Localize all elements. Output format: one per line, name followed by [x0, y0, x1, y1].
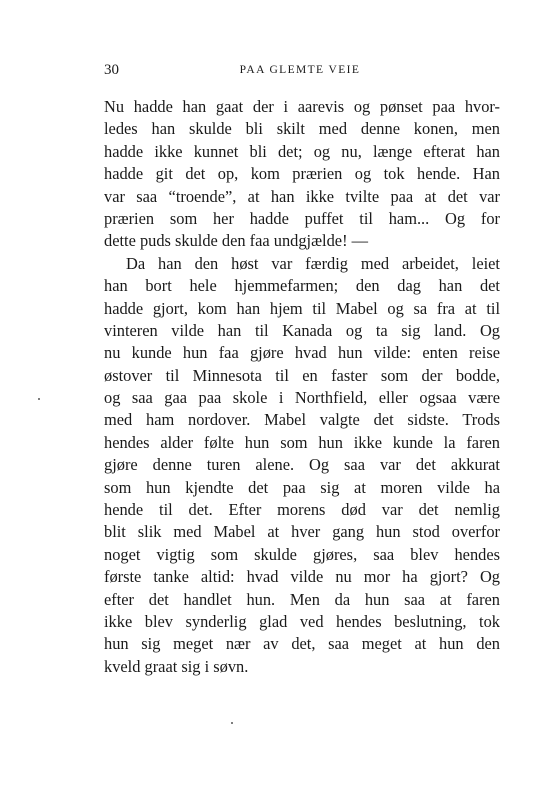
page-number: 30 — [104, 62, 119, 78]
text-line: hendes alder følte hun som hun ikke kunde la faren — [104, 432, 500, 452]
text-line: blit slik med Mabel at hver gang hun stod overfor — [104, 522, 500, 542]
ink-speck — [38, 398, 40, 400]
text-line: hadde gjort, kom han hjem til Mabel og sa fra at til — [104, 298, 500, 318]
text-line: noget vigtig som skulde gjøres, saa blev hendes — [104, 544, 500, 564]
page-header — [104, 62, 496, 82]
text-line: med ham nordover. Mabel valgte det sidste. Trods — [104, 410, 500, 430]
text-line: efter det handlet hun. Men da hun saa at faren — [104, 589, 500, 609]
text-line: kveld graat sig i søvn. — [104, 656, 249, 676]
text-line: prærien som her hadde puffet til ham... Og for — [104, 208, 500, 228]
text-line: nu kunde hun faa gjøre hvad hun vilde: enten reise — [104, 343, 500, 363]
text-line: gjøre denne turen alene. Og saa var det akkurat — [104, 455, 500, 475]
text-line: vinteren vilde han til Kanada og ta sig land. Og — [104, 320, 500, 340]
text-line: ledes han skulde bli skilt med denne konen, men — [104, 119, 500, 139]
text-line: dette puds skulde den faa undgjælde! — — [104, 231, 369, 251]
text-line: som hun kjendte det paa sig at moren vilde ha — [104, 477, 500, 497]
ink-speck — [231, 722, 233, 724]
text-line: hadde ikke kunnet bli det; og nu, længe efterat han — [104, 141, 500, 161]
text-line: hende til det. Efter morens død var det nemlig — [104, 500, 500, 520]
text-line: og saa gaa paa skole i Northfield, eller ogsaa være — [104, 388, 500, 408]
text-line: Nu hadde han gaat der i aarevis og pønset paa hvor- — [104, 97, 500, 116]
text-line: var saa “troende”, at han ikke tvilte paa at det var — [104, 186, 500, 206]
text-line: hadde git det op, kom prærien og tok hende. Han — [104, 164, 500, 184]
running-title: PAA GLEMTE VEIE — [239, 64, 361, 76]
text-line: ikke blev synderlig glad ved hendes beslutning, tok — [104, 611, 500, 631]
text-line: Da han den høst var færdig med arbeidet, leiet — [126, 253, 500, 273]
text-line: østover til Minnesota til en faster som der bodde, — [104, 365, 500, 385]
text-line: første tanke altid: hvad vilde nu mor ha gjort? Og — [104, 567, 500, 587]
body-text — [104, 96, 500, 678]
text-line: han bort hele hjemmefarmen; den dag han det — [104, 276, 500, 296]
text-line: hun sig meget nær av det, saa meget at hun den — [104, 634, 500, 654]
